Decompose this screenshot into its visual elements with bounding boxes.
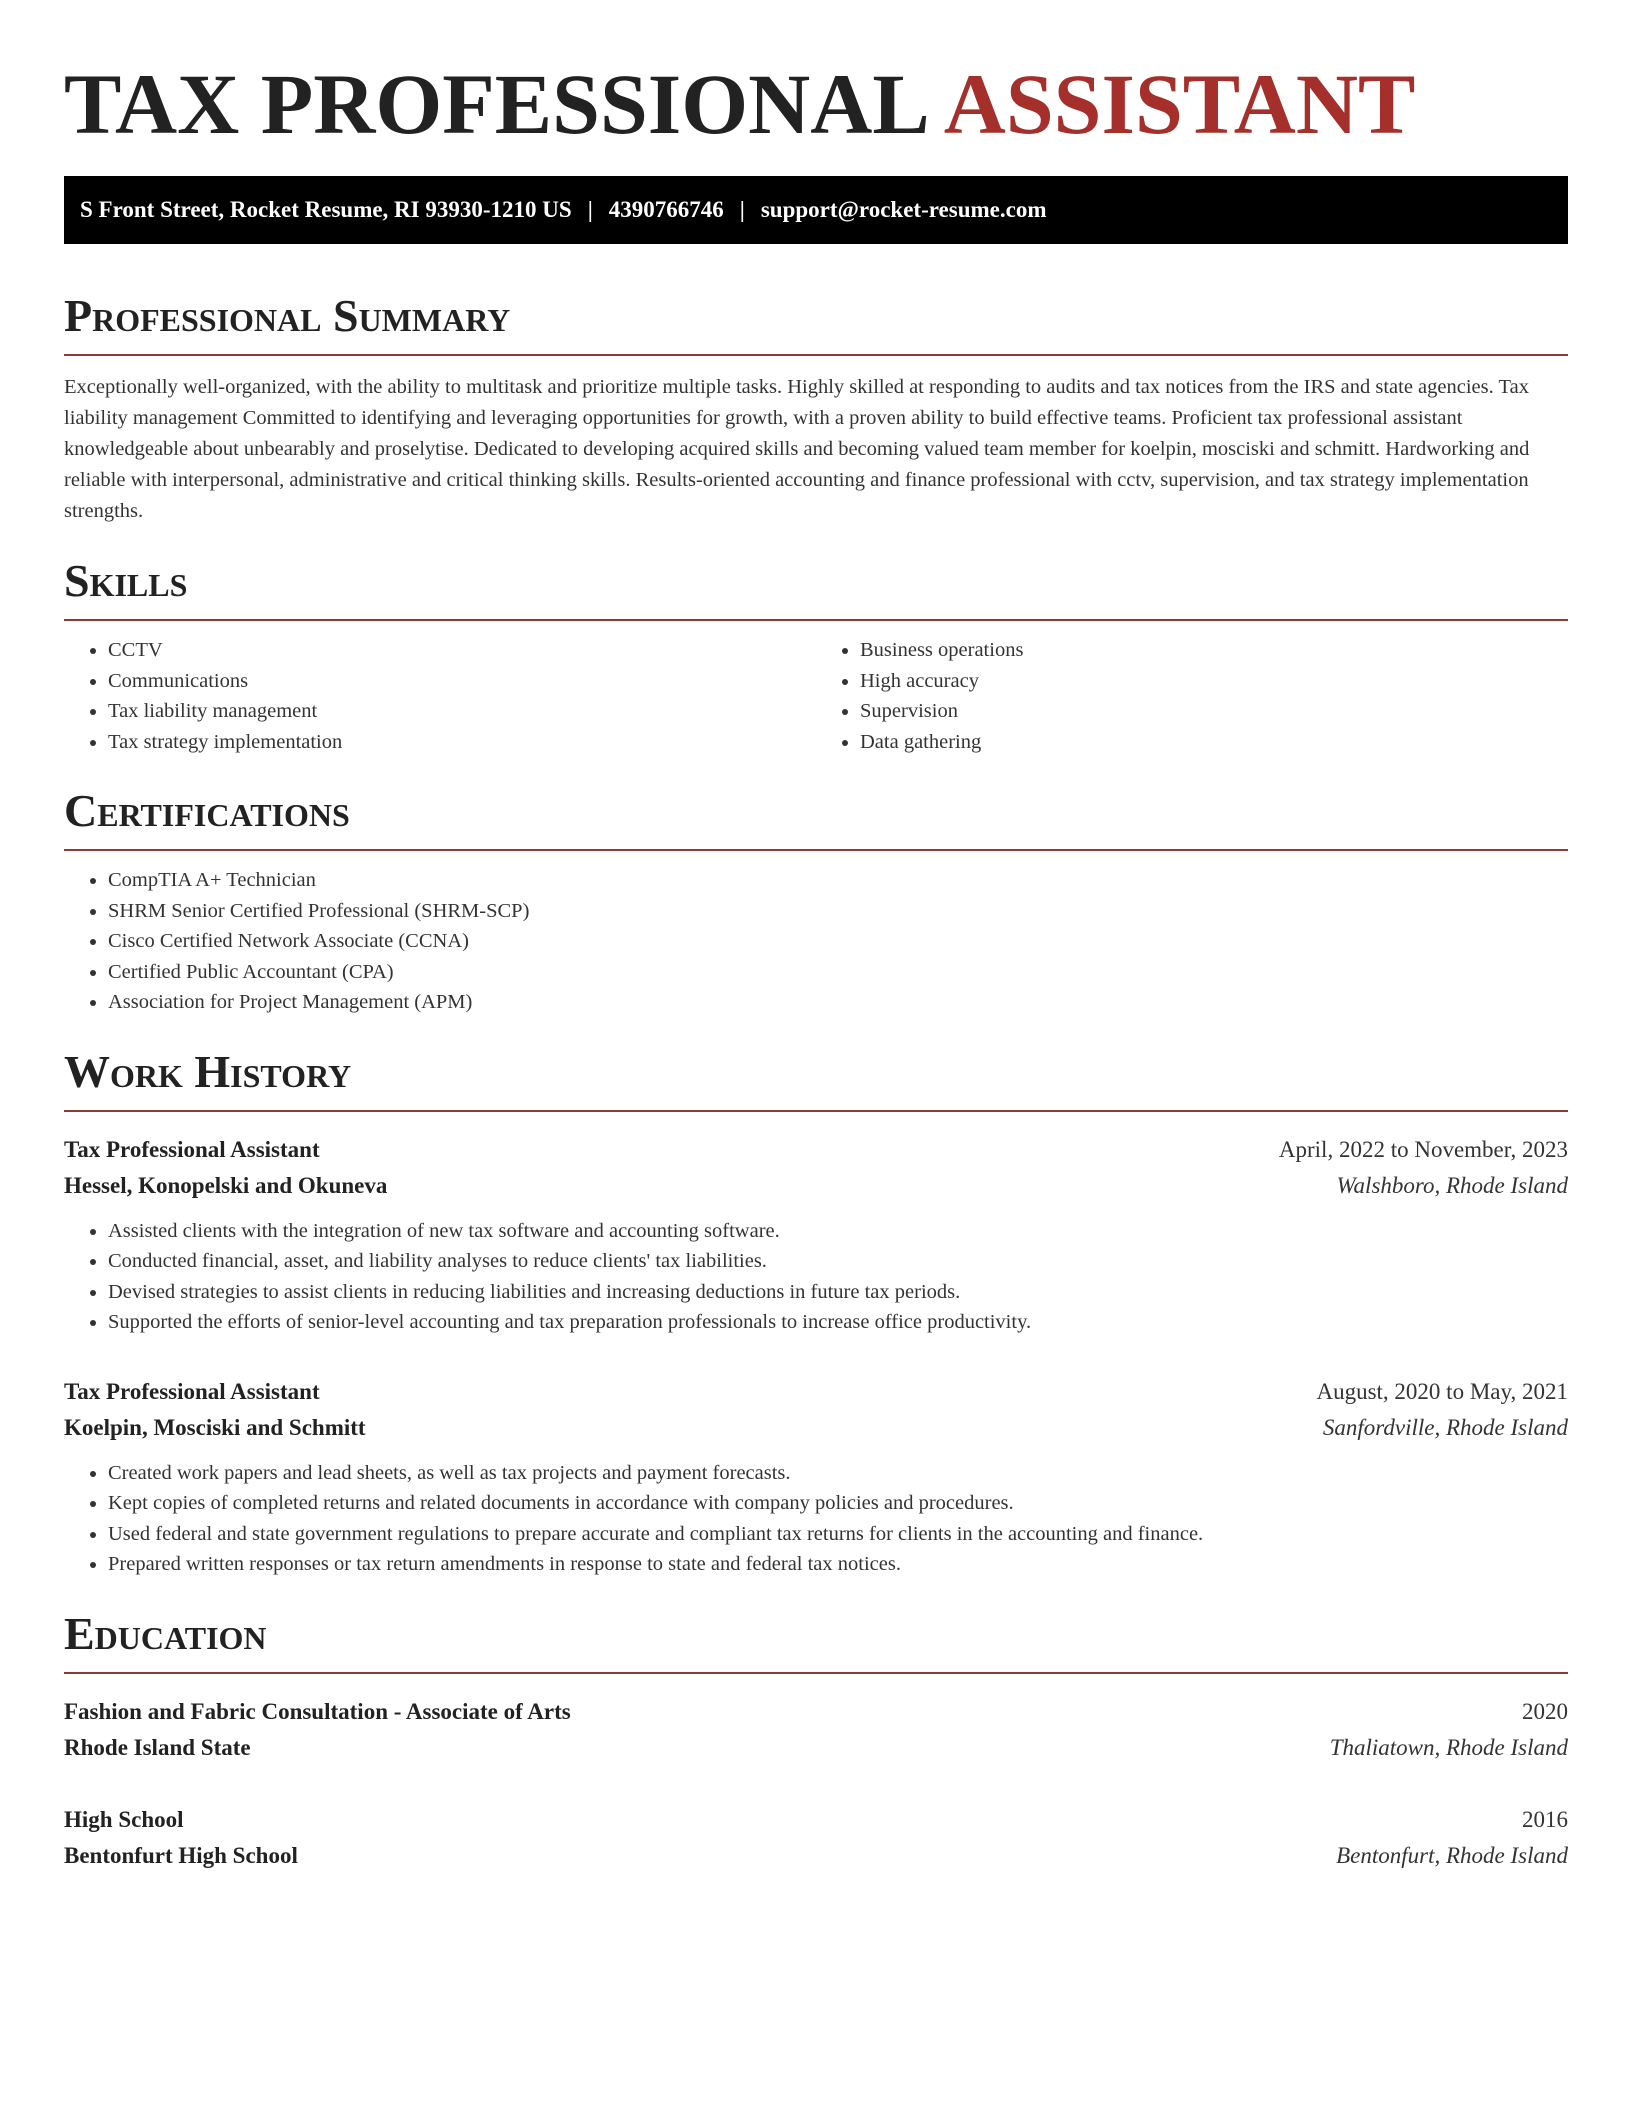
skill-item: • Supervision [860, 696, 1568, 727]
summary-heading: Professional Summary [64, 290, 1568, 356]
summary-section [64, 290, 1568, 527]
education-heading: Education [64, 1608, 1568, 1674]
summary-text: Exceptionally well-organized, with the ability to multitask and prioritize multiple tasks. Highly skilled at responding to audits and tax notices from the IRS and state agencies. Tax liability management Committed to identifying and leveraging opportunities for growth, with a proven ability to build effective teams. Proficient tax professional assistant knowledgeable about unbearably and proselytise. Dedicated to developing acquired skills and becoming valued team member for koelpin, mosciski and schmitt. Hardworking and reliable with interpersonal, administrative and critical thinking skills. Results-oriented accounting and finance professional with cctv, supervision, and tax strategy implementation strengths. [64, 376, 1530, 522]
job-company-row [64, 1410, 1568, 1446]
contact-email: support@rocket-resume.com [760, 197, 1047, 222]
job-company-row [64, 1168, 1568, 1204]
education-school: Bentonfurt High School [64, 1842, 298, 1868]
skill-item: • Data gathering [860, 727, 1568, 758]
job-header-row [64, 1374, 1568, 1410]
skill-item: • CCTV [108, 635, 816, 666]
education-entry [64, 1694, 1568, 1766]
job-duties-list [64, 1458, 1568, 1580]
job-entry [64, 1132, 1568, 1338]
job-header-row [64, 1132, 1568, 1168]
skills-heading: Skills [64, 555, 1568, 621]
job-title: Tax Professional Assistant [64, 1136, 320, 1162]
education-year: 2020 [1522, 1698, 1568, 1724]
education-school-row [64, 1838, 1568, 1874]
skills-grid [64, 621, 1568, 757]
job-duty: • Supported the efforts of senior-level accounting and tax preparation professionals to increase office productivity. [108, 1307, 1568, 1338]
education-location: Thaliatown, Rhode Island [1329, 1734, 1568, 1760]
certification-item: • SHRM Senior Certified Professional (SHRM-SCP) [108, 896, 1568, 927]
job-entry [64, 1374, 1568, 1580]
work-history-heading: Work History [64, 1046, 1568, 1112]
title-last-part: ASSISTANT [943, 56, 1416, 152]
skill-item: • High accuracy [860, 666, 1568, 697]
contact-separator: | [587, 197, 593, 222]
job-duty: • Used federal and state government regulations to prepare accurate and compliant tax returns for clients in the accounting and finance. [108, 1519, 1568, 1550]
education-degree: High School [64, 1806, 184, 1832]
certifications-list [64, 865, 1568, 1018]
education-section [64, 1608, 1568, 1874]
job-duty: • Assisted clients with the integration of new tax software and accounting software. [108, 1216, 1568, 1247]
job-title: Tax Professional Assistant [64, 1378, 320, 1404]
skill-item: • Tax strategy implementation [108, 727, 816, 758]
education-degree: Fashion and Fabric Consultation - Associate of Arts [64, 1698, 571, 1724]
education-year: 2016 [1522, 1806, 1568, 1832]
job-location: Sanfordville, Rhode Island [1322, 1414, 1568, 1440]
job-duty: • Devised strategies to assist clients in reducing liabilities and increasing deductions in future tax periods. [108, 1277, 1568, 1308]
title-first-part: TAX PROFESSIONAL [64, 56, 930, 152]
job-dates: April, 2022 to November, 2023 [1278, 1136, 1568, 1162]
resume-title [64, 0, 1568, 152]
skill-item: • Tax liability management [108, 696, 816, 727]
skill-item: • Communications [108, 666, 816, 697]
certification-item: • Certified Public Accountant (CPA) [108, 957, 1568, 988]
job-duties-list [64, 1216, 1568, 1338]
job-location: Walshboro, Rhode Island [1336, 1172, 1568, 1198]
contact-address: S Front Street, Rocket Resume, RI 93930-1210 US [80, 197, 572, 222]
job-duty: • Conducted financial, asset, and liability analyses to reduce clients' tax liabilities. [108, 1246, 1568, 1277]
job-duty: • Created work papers and lead sheets, as well as tax projects and payment forecasts. [108, 1458, 1568, 1489]
skills-section [64, 555, 1568, 757]
certification-item: • CompTIA A+ Technician [108, 865, 1568, 896]
skills-list-right [816, 635, 1568, 757]
education-header-row [64, 1694, 1568, 1730]
contact-phone: 4390766746 [608, 197, 724, 222]
skill-item: • Business operations [860, 635, 1568, 666]
job-duty: • Prepared written responses or tax return amendments in response to state and federal tax notices. [108, 1549, 1568, 1580]
job-duty: • Kept copies of completed returns and related documents in accordance with company policies and procedures. [108, 1488, 1568, 1519]
job-company: Hessel, Konopelski and Okuneva [64, 1172, 388, 1198]
job-dates: August, 2020 to May, 2021 [1316, 1378, 1568, 1404]
job-company: Koelpin, Mosciski and Schmitt [64, 1414, 366, 1440]
contact-separator: | [739, 197, 745, 222]
education-header-row [64, 1802, 1568, 1838]
certification-item: • Association for Project Management (APM) [108, 987, 1568, 1018]
education-school-row [64, 1730, 1568, 1766]
contact-bar [64, 176, 1568, 244]
education-school: Rhode Island State [64, 1734, 251, 1760]
certifications-heading: Certifications [64, 785, 1568, 851]
education-entry [64, 1802, 1568, 1874]
skills-list-left [64, 635, 816, 757]
work-history-section [64, 1046, 1568, 1580]
education-location: Bentonfurt, Rhode Island [1336, 1842, 1568, 1868]
certification-item: • Cisco Certified Network Associate (CCNA) [108, 926, 1568, 957]
certifications-section [64, 785, 1568, 1018]
